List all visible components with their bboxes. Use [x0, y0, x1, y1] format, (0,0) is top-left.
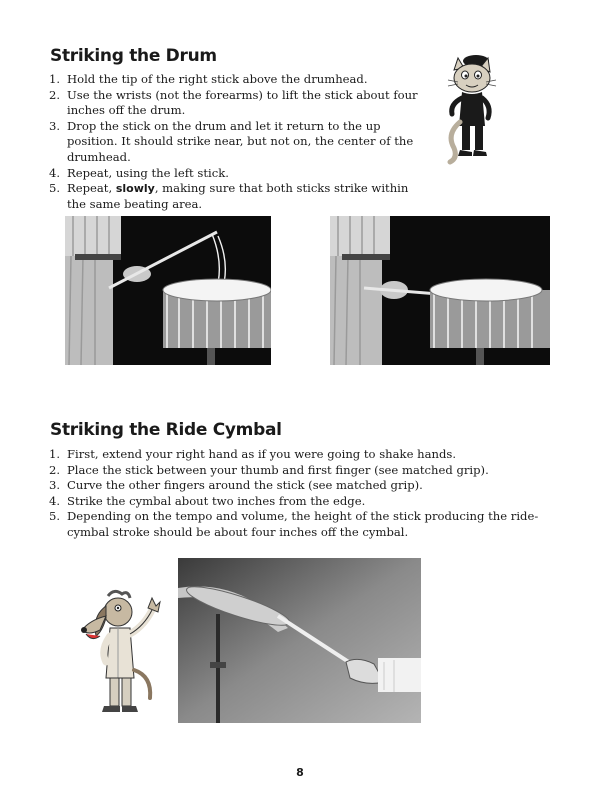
step-number: 4.	[49, 493, 61, 508]
list-item	[49, 88, 419, 119]
section-title-striking-drum: Striking the Drum	[50, 46, 217, 66]
list-item	[49, 463, 549, 479]
step-text: Curve the other fingers around the stick (see matched grip).	[67, 478, 423, 493]
list-item	[49, 494, 549, 510]
step-text: First, extend your right hand as if you were going to shake hands.	[67, 447, 457, 461]
drum-steps-list	[49, 72, 419, 212]
step-number: 2.	[49, 462, 61, 477]
cat-illustration	[432, 48, 512, 168]
drum-stick-raised-photo	[65, 216, 271, 365]
step-number: 2.	[49, 87, 61, 102]
page-number: 8	[296, 766, 304, 779]
step-text: Hold the tip of the right stick above the drumhead.	[67, 72, 368, 86]
step-text: Place the stick between your thumb and first finger (see matched grip).	[67, 462, 489, 477]
step-text: Depending on the tempo and volume, the height of the stick producing the ride-cymbal stroke should be about four inches off the cymbal.	[67, 509, 539, 539]
list-item	[49, 166, 419, 182]
step-number: 1.	[49, 447, 61, 461]
step-number: 5.	[49, 509, 61, 524]
step-number: 4.	[49, 165, 61, 180]
step-text: Use the wrists (not the forearms) to lift the stick about four inches off the drum.	[67, 87, 418, 118]
step-text: Drop the stick on the drum and let it return to the up position. It should strike near, but not on, the center of the drumhead.	[67, 118, 414, 164]
step-text: Repeat, using the left stick.	[67, 165, 229, 180]
list-item	[49, 72, 419, 88]
section-title-striking-ride-cymbal: Striking the Ride Cymbal	[50, 420, 282, 440]
list-item	[49, 509, 549, 540]
dog-illustration	[78, 586, 170, 726]
step-text: Strike the cymbal about two inches from the edge.	[67, 493, 366, 508]
list-item	[49, 478, 549, 494]
ride-cymbal-photo	[178, 558, 421, 723]
step-number: 5.	[49, 181, 61, 196]
cymbal-steps-list	[49, 447, 549, 541]
step-number: 1.	[49, 72, 61, 86]
list-item	[49, 119, 419, 166]
step-text-after: , making sure that both sticks strike within the same beating area.	[67, 181, 409, 211]
step-number: 3.	[49, 478, 61, 493]
list-item	[49, 447, 549, 463]
drum-stick-down-photo	[330, 216, 550, 365]
step-text-before: Repeat,	[67, 181, 116, 196]
emphasis-slowly: slowly	[115, 182, 155, 196]
step-number: 3.	[49, 118, 61, 133]
list-item	[49, 181, 419, 212]
